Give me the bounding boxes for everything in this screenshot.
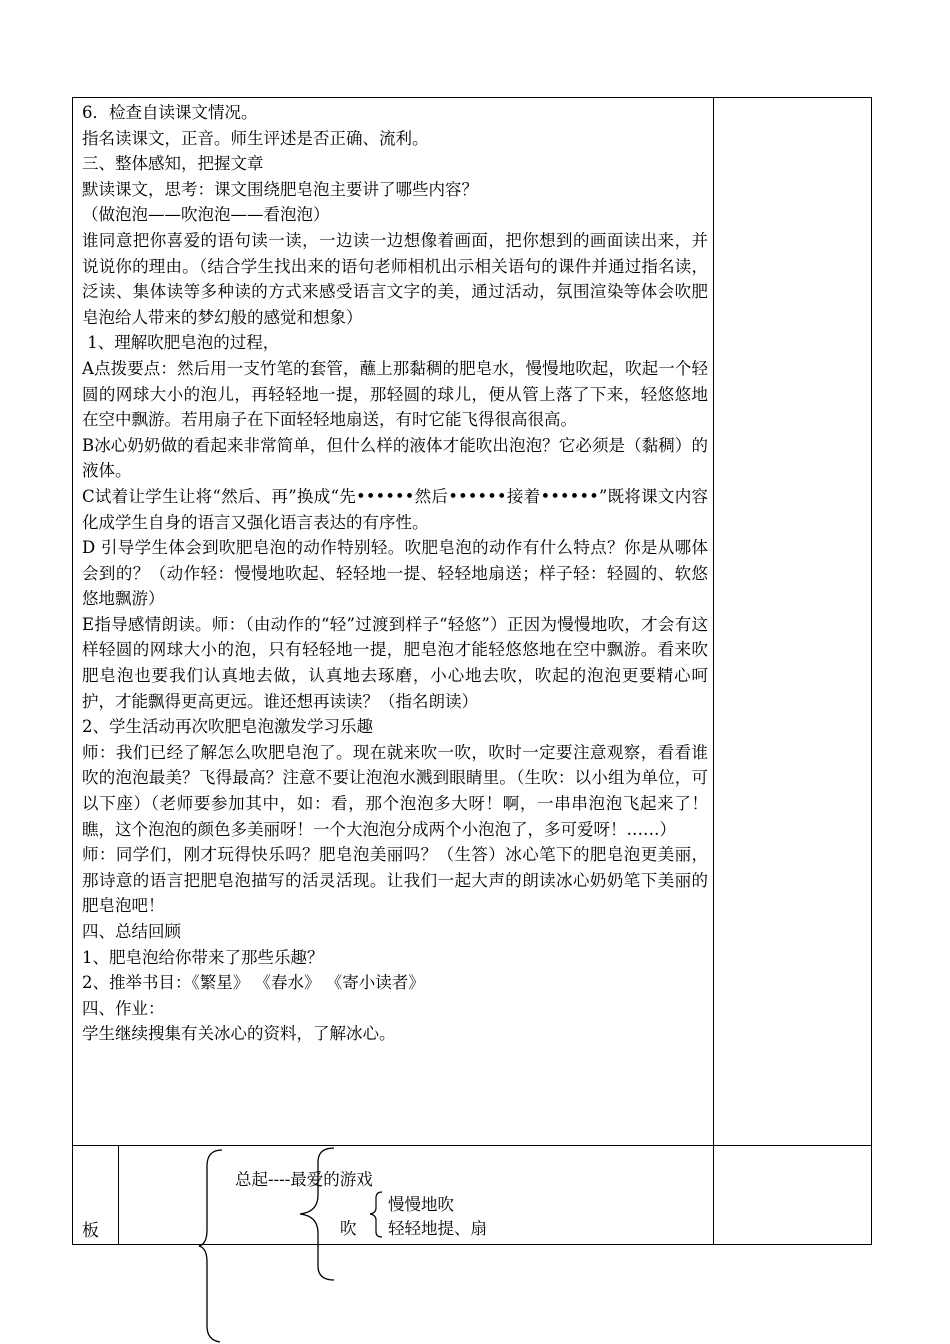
middle-brace [300, 1148, 334, 1280]
small-brace [370, 1192, 382, 1237]
paragraph: C试着让学生让将“然后、再”换成“先••••••然后••••••接着••••••”既将课文内容化成学生自身的语言又强化语言表达的有序性。 [82, 486, 708, 532]
board-line-summary: 总起----最爱的游戏 [235, 1170, 373, 1189]
section-heading: 四、作业： [82, 998, 165, 1018]
paragraph: （做泡泡——吹泡泡——看泡泡） [82, 205, 330, 225]
section-heading: 四、总结回顾 [82, 922, 181, 941]
board-label: 板 [82, 1221, 99, 1241]
paragraph: 默读课文，思考：课文围绕肥皂泡主要讲了哪些内容？ [82, 179, 478, 199]
large-brace [199, 1150, 222, 1342]
paragraph: E指导感情朗读。师：（由动作的“轻”过渡到样子“轻悠”）正因为慢慢地吹，才会有这样轻圆的网球大小的泡，只有轻轻地一提，肥皂泡才能轻悠悠地在空中飘游。看来吹肥皂泡也要我们认真地去做，认真地去琢磨，小心地去吹，吹起的泡泡更要精心呵护，才能飘得更高更远。谁还想再读读？（指名朗读） [82, 614, 708, 711]
board-item: 慢慢地吹 [388, 1195, 454, 1214]
paragraph: B冰心奶奶做的看起来非常简单，但什么样的液体才能吹出泡泡？它必须是（黏稠）的液体。 [82, 435, 708, 481]
paragraph: 6．检查自读课文情况。 [82, 103, 258, 122]
board-verb: 吹 [340, 1219, 357, 1238]
sub-heading: 1、理解吹肥皂泡的过程， [82, 333, 280, 353]
paragraph: D 引导学生体会到吹肥皂泡的动作特别轻。吹肥皂泡的动作有什么特点？你是从哪体会到的？（动作轻：慢慢地吹起、轻轻地一提、轻轻地扇送；样子轻：轻圆的、软悠悠地飘游） [82, 538, 708, 609]
paragraph: 谁同意把你喜爱的语句读一读，一边读一边想像着画面，把你想到的画面读出来，并说说你的理由。（结合学生找出来的语句老师相机出示相关语句的课件并通过指名读，泛读、集体读等多种读的方式来感受语言文字的美，通过活动，氛围渲染等体会吹肥皂泡给人带来的梦幻般的感觉和想象） [82, 230, 708, 327]
paragraph: 学生继续搜集有关冰心的资料，了解冰心。 [82, 1024, 396, 1044]
section-heading: 三、整体感知，把握文章 [82, 154, 264, 174]
paragraph: A点拨要点：然后用一支竹笔的套管，蘸上那黏稠的肥皂水，慢慢地吹起，吹起一个轻圆的网球大小的泡儿，再轻轻地一提，那轻圆的球儿，便从管上落了下来，轻悠悠地在空中飘游。若用扇子在下面轻轻地扇送，有时它能飞得很高很高。 [82, 358, 708, 430]
board-item: 轻轻地提、扇 [388, 1219, 487, 1238]
paragraph: 指名读课文，正音。师生评述是否正确、流利。 [82, 128, 429, 148]
sub-heading: 2、学生活动再次吹肥皂泡激发学习乐趣 [82, 717, 373, 737]
paragraph: 1、肥皂泡给你带来了那些乐趣？ [82, 947, 324, 967]
paragraph: 2、推举书目：《繁星》 《春水》 《寄小读者》 [82, 973, 425, 993]
paragraph: 师：同学们，刚才玩得快乐吗？肥皂泡美丽吗？（生答）冰心笔下的肥皂泡更美丽，那诗意的语言把肥皂泡描写的活灵活现。让我们一起大声的朗读冰心奶奶笔下美丽的肥皂泡吧！ [82, 845, 708, 916]
paragraph: 师：我们已经了解怎么吹肥皂泡了。现在就来吹一吹，吹时一定要注意观察，看看谁吹的泡泡最美？飞得最高？注意不要让泡泡水溅到眼睛里。（生吹：以小组为单位，可以下座）（老师要参加其中，如：看，那个泡泡多大呀！啊，一串串泡泡飞起来了！瞧，这个泡泡的颜色多美丽呀！一个大泡泡分成两个小泡泡了，多可爱呀！……） [82, 742, 708, 839]
